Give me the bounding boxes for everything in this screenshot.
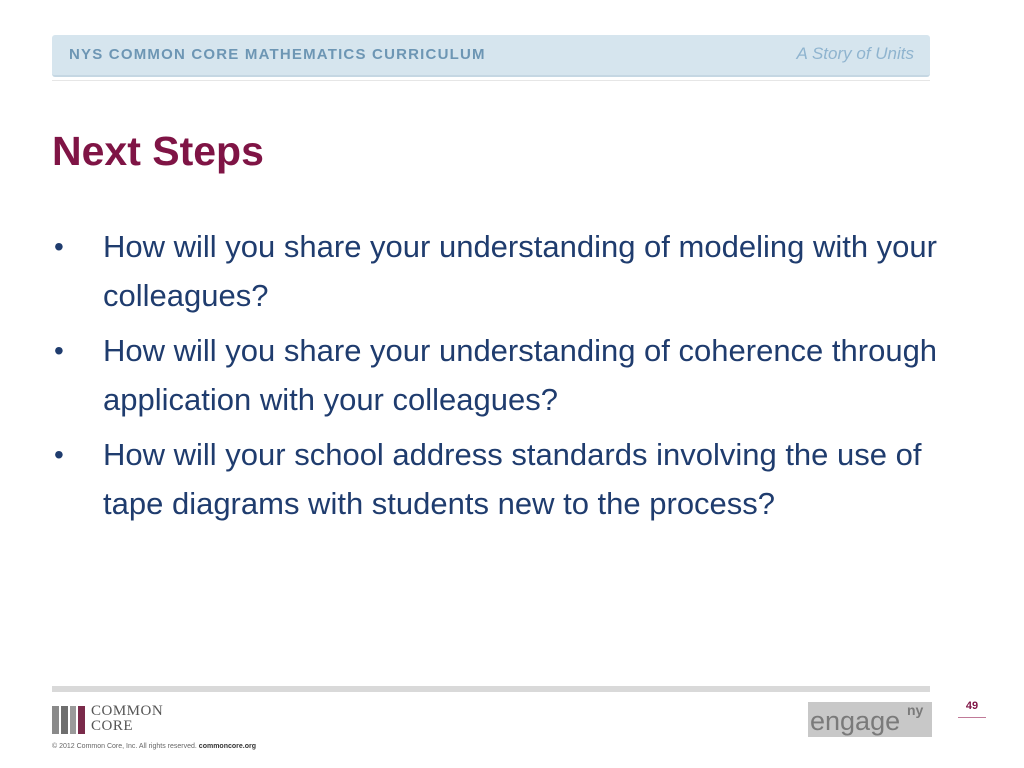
- header-bar: [52, 35, 930, 77]
- bullet-text: How will your school address standards involving the use of tape diagrams with students new to the process?: [103, 437, 922, 521]
- bullet-item: [52, 222, 972, 320]
- copyright-notice: © 2012 Common Core, Inc. All rights reserved. commoncore.org: [52, 743, 256, 750]
- slide-title: Next Steps: [52, 128, 264, 174]
- module-title: A Story of Units: [796, 44, 914, 63]
- curriculum-label: NYS COMMON CORE MATHEMATICS CURRICULUM: [69, 46, 486, 63]
- bullet-text: How will you share your understanding of modeling with your colleagues?: [103, 229, 937, 313]
- bullet-list: [52, 222, 972, 534]
- common-core-logo: [52, 704, 192, 736]
- page-number-underline: [958, 717, 986, 718]
- common-core-wordmark: COMMON CORE: [91, 703, 164, 734]
- bullet-icon: •: [54, 439, 64, 470]
- common-core-bars-icon: [52, 706, 85, 734]
- page-number: 49: [965, 700, 979, 712]
- footer-divider: [52, 686, 930, 692]
- bullet-item: [52, 326, 972, 424]
- copyright-link[interactable]: commoncore.org: [198, 743, 256, 750]
- bullet-icon: •: [54, 231, 64, 262]
- header-divider: [52, 80, 930, 81]
- bullet-text: How will you share your understanding of coherence through application with your colleagues?: [103, 333, 938, 417]
- engageny-logo: engage ny: [808, 702, 932, 737]
- bullet-item: [52, 430, 972, 528]
- bullet-icon: •: [54, 335, 64, 366]
